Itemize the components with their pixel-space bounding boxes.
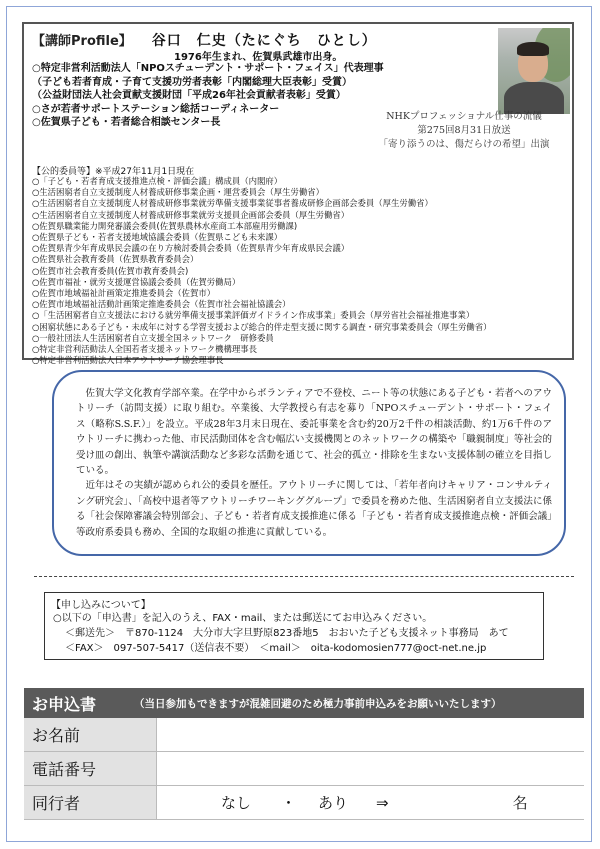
role-item: ○困窮状態にある子ども・未成年に対する学習支援および総合的伴走型支援に関する調査・研究事業委員会（厚生労働省）: [32, 321, 492, 332]
role-item: ○佐賀市地域福祉活動計画策定推進委員会（佐賀市社会福祉協議会）: [32, 299, 291, 310]
name-label: お名前: [24, 718, 157, 752]
companion-label: 同行者: [24, 786, 157, 820]
profile-heading: [32, 30, 377, 50]
biography-box: [52, 370, 566, 556]
speaker-name: 谷口 仁史（たにぐち ひとし）: [151, 33, 377, 49]
role-item: ○一般社団法人生活困窮者自立支援全国ネットワーク 研修委員: [32, 332, 274, 343]
companion-separator: ・: [281, 794, 297, 812]
speaker-birth: 1976年生まれ、佐賀県武雄市出身。: [174, 52, 343, 63]
bio-paragraph: 近年はその実績が認められ公的委員を歴任。アウトリーチに関しては、「若年者向けキャリア・コンサルティング研究会」、「高校中退者等アウトリーチワーキンググループ」で委員を務めた他、生活困窮者自立支援法に係る「社会保障審議会特別部会」、子ども・若者育成支援推進に係る「子ども・若者育成支援推進点検・評価会議」等政府系委員も務め、全国的な取組の推進に貢献している。: [76, 480, 552, 538]
form-header: [24, 688, 584, 718]
roles-header: 【公的委員等】※平成27年11月1日現在: [32, 167, 195, 177]
fax-mail-contact: ＜FAX＞ 097-507-5417（送信表不要） ＜mail＞ oita-kodomosien777@oct-net.ne.jp: [65, 643, 487, 654]
role-item: ○佐賀県社会教育委員（佐賀県教育委員会）: [32, 254, 199, 265]
arrow-icon: ⇒: [376, 794, 389, 812]
profile-label: 【講師Profile】: [32, 34, 132, 49]
bio-paragraph: 佐賀大学文化教育学部卒業。在学中からボランティアで不登校、ニート等の状態にある子ども・若者へのアウトリーチ（訪問支援）に取り組む。卒業後、大学教授ら有志を募り「NPOスチューデント・サポート・フェイス（略称S.S.F.）」を設立。平成28年3月末日現在、委託事業を含む約20万2千件の相談活動、約1万6千件のアウトリーチに携わった他、市民活動団体を含む幅広い支援機関とのネットワークの構築や「職親制度」等社会的受け皿の創出、執筆や講演活動など多彩な活動を通じて、社会的孤立・排除を生まない支援体制の確立を目指している。: [76, 388, 552, 477]
speaker-photo: [498, 28, 570, 114]
speaker-profile: [22, 22, 574, 366]
application-form: [24, 718, 584, 820]
title-line: ○特定非営利活動法人「NPOスチューデント・サポート・フェイス」代表理事: [32, 63, 384, 74]
role-item: ○「子ども・若者育成支援推進点検・評価会議」構成員（内閣府）: [32, 176, 283, 186]
role-item: ○「生活困窮者自立支援法における就労準備支援事業評価ガイドライン作成事業」委員会（厚労省社会福祉推進事業）: [32, 310, 475, 321]
title-line: ○佐賀県子ども・若者総合相談センター長: [32, 117, 221, 128]
mailing-address: ＜郵送先＞ 〒870-1124 大分市大字旦野原823番地5 おおいた子ども支援ネット事務局 あて: [65, 628, 509, 639]
nhk-line: 「寄り添うのは、傷だらけの希望」出演: [378, 139, 550, 150]
phone-label: 電話番号: [24, 752, 157, 786]
cut-line: [34, 576, 574, 577]
role-item: ○佐賀市社会教育委員(佐賀市教育委員会): [32, 265, 189, 276]
form-note: （当日参加もできますが混雑回避のため極力事前申込みをお願いいたします）: [134, 698, 502, 710]
role-item: ○佐賀市福祉・就労支援運営協議会委員（佐賀労働局）: [32, 276, 241, 287]
role-item: ○特定非営利活動法人全国若者支援ネットワーク機構理事長: [32, 344, 258, 355]
form-row: [24, 786, 584, 820]
role-item: ○生活困窮者自立支援制度人材養成研修事業就労準備支援事業従事者養成研修企画部会委員（厚生労働省）: [32, 198, 433, 209]
companion-count-unit: 名: [512, 794, 528, 812]
phone-field[interactable]: [157, 752, 585, 786]
nhk-appearance: [354, 110, 574, 152]
role-item: ○佐賀県職業能力開発審議会委員(佐賀県農林水産商工本部雇用労働課): [32, 220, 298, 231]
nhk-line: NHKプロフェッショナル仕事の流儀: [386, 111, 542, 122]
companion-field[interactable]: [157, 786, 585, 820]
role-item: ○佐賀県子ども・若者支援地域協議会委員（佐賀県こども未来課）: [32, 232, 283, 243]
application-info: [44, 592, 544, 660]
role-item: ○特定非営利活動法人日本アウトリーチ協会理事長: [32, 355, 224, 366]
role-item: ○生活困窮者自立支援制度人材養成研修事業企画・運営委員会（厚生労働省）: [32, 187, 325, 198]
role-item: ○佐賀市地域福祉計画策定推進委員会（佐賀市）: [32, 288, 216, 299]
role-item: ○佐賀県青少年育成県民会議の在り方検討委員会委員（佐賀県青少年育成県民会議）: [32, 243, 350, 254]
companion-none-option[interactable]: なし: [221, 794, 252, 812]
application-instruction: ○以下の「申込書」を記入のうえ、FAX・mail、または郵送にてお申込みください。: [53, 613, 433, 624]
biography: [76, 386, 552, 540]
application-title: 【申し込みについて】: [51, 600, 151, 611]
role-item: ○生活困窮者自立支援制度人材養成研修事業就労支援員企画部会委員（厚生労働省）: [32, 209, 350, 220]
name-field[interactable]: [157, 718, 585, 752]
companion-yes-option[interactable]: あり: [318, 794, 349, 812]
title-line: ○さが若者サポートステーション総括コーディネーター: [32, 103, 280, 115]
form-title: お申込書: [32, 695, 97, 714]
form-row: [24, 718, 584, 752]
form-row: [24, 752, 584, 786]
roles-list: [32, 176, 572, 366]
speaker-titles: [32, 62, 384, 130]
title-line: （子ども若者育成・子育て支援功労者表彰「内閣総理大臣表彰」受賞）: [32, 76, 352, 88]
title-line: （公益財団法人社会貢献支援財団「平成26年社会貢献者表彰」受賞）: [32, 90, 346, 101]
nhk-line: 第275回8月31日放送: [417, 125, 511, 136]
